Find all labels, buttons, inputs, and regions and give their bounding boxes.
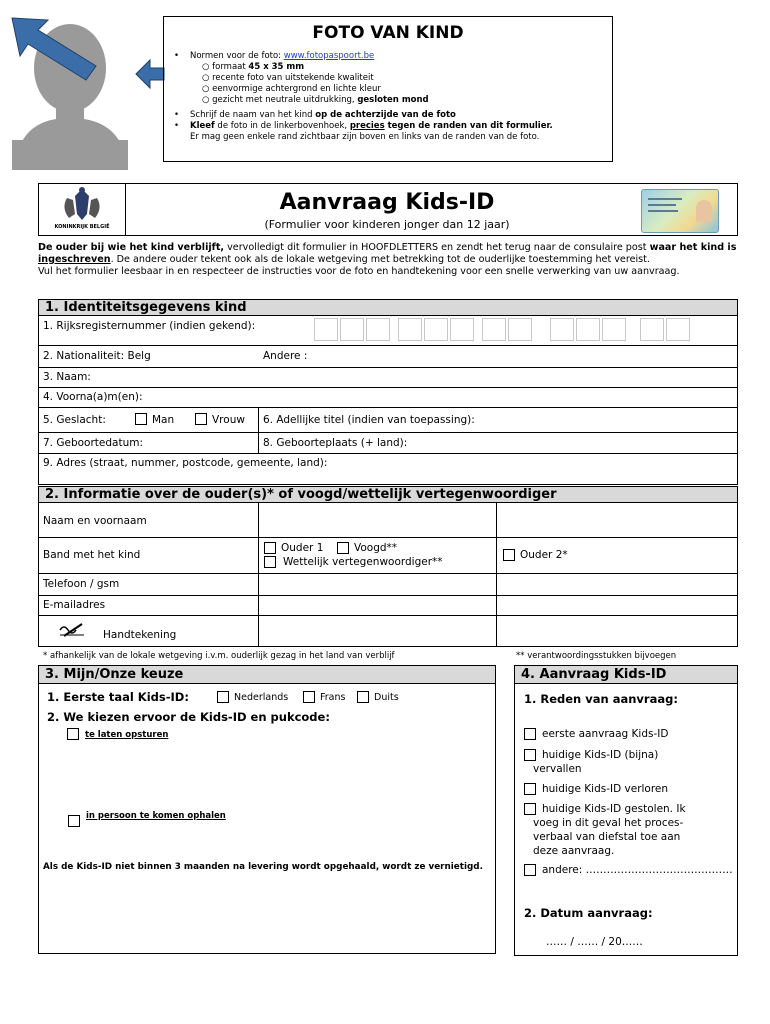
man-checkbox[interactable] xyxy=(135,413,147,425)
photo-box-title: FOTO VAN KIND xyxy=(312,23,464,43)
form-header xyxy=(38,183,738,236)
man-label: Man xyxy=(152,414,175,426)
page-title: Aanvraag Kids-ID xyxy=(279,190,495,215)
page-subtitle: (Formulier voor kinderen jonger dan 12 jaar) xyxy=(264,218,510,231)
reden-vervallen-label: huidige Kids-ID (bijna) xyxy=(542,749,659,761)
email-label: E-mailadres xyxy=(43,599,106,611)
nationaliteit-label: 2. Nationaliteit: Belg xyxy=(43,350,151,362)
duits-checkbox[interactable] xyxy=(357,691,369,703)
wettelijk-checkbox[interactable] xyxy=(264,556,276,568)
vrouw-label: Vrouw xyxy=(212,414,245,426)
arrow-upleft-icon xyxy=(8,14,108,84)
logo-text: KONINKRIJK BELGIË xyxy=(54,224,110,230)
ouder1-label: Ouder 1 xyxy=(281,542,324,554)
duits-label: Duits xyxy=(374,692,399,703)
coat-of-arms-logo xyxy=(39,184,126,235)
reden-verloren-checkbox[interactable] xyxy=(524,783,536,795)
photo-instructions-box: FOTO VAN KIND • Normen voor de foto: www.fotopaspoort.be ○ formaat 45 x 35 mm ○ recente foto van uitstekende kwaliteit ○ eenvormige achtergrond en lichte kleur ○ gezicht met neutrale uitdrukking, gesloten mond • Schrijf de naam van het kind op de achterzijde van de foto • Kleef de foto in de linkerbovenhoek, precies tegen de randen van dit formulier. Er mag geen enkele rand zichtbaar zijn boven en links van de randen van de foto. xyxy=(163,16,613,162)
nederlands-checkbox[interactable] xyxy=(217,691,229,703)
band-label: Band met het kind xyxy=(43,549,141,561)
rijksregister-label: 1. Rijksregisternummer (indien gekend): xyxy=(43,320,256,332)
arrow-left-icon xyxy=(134,58,166,90)
footnote-2: ** verantwoordingsstukken bijvoegen xyxy=(516,651,677,661)
section1-header: 1. Identiteitsgegevens kind xyxy=(38,299,738,316)
section2-header: 2. Informatie over de ouder(s)* of voogd/wettelijk vertegenwoordiger xyxy=(38,486,738,503)
geboortedatum-label: 7. Geboortedatum: xyxy=(43,437,143,449)
naam-label: 3. Naam: xyxy=(43,371,91,383)
wettelijk-label: Wettelijk vertegenwoordiger** xyxy=(283,556,443,568)
adres-label: 9. Adres (straat, nummer, postcode, gemeente, land): xyxy=(43,457,328,469)
footnote-1: * afhankelijk van de lokale wetgeving i.v.m. ouderlijk gezag in het land van verblijf xyxy=(43,651,395,661)
voornamen-label: 4. Voorna(a)m(en): xyxy=(43,391,143,403)
datum-label: 2. Datum aanvraag: xyxy=(524,906,653,920)
ophalen-checkbox[interactable] xyxy=(68,815,80,827)
section4-header: 4. Aanvraag Kids-ID xyxy=(514,665,738,684)
frans-checkbox[interactable] xyxy=(303,691,315,703)
reden-verloren-label: huidige Kids-ID verloren xyxy=(542,783,669,795)
reden-vervallen-checkbox[interactable] xyxy=(524,749,536,761)
section3-header: 3. Mijn/Onze keuze xyxy=(38,665,496,684)
vernietigd-notice: Als de Kids-ID niet binnen 3 maanden na levering wordt opgehaald, wordt ze vernietigd. xyxy=(43,862,483,872)
reden-eerste-checkbox[interactable] xyxy=(524,728,536,740)
belgium-coat-of-arms-icon xyxy=(39,184,125,224)
rijksregister-input[interactable] xyxy=(314,318,692,344)
frans-label: Frans xyxy=(320,692,346,703)
intro-text: De ouder bij wie het kind verblijft, vervolledigt dit formulier in HOOFDLETTERS en zendt het terug naar de consulaire post waar het kind is ingeschreven. De andere ouder tekent ook als de lokale wetgeving met betrekking tot de ouderlijke toestemming het vereist. Vul het formulier leesbaar in en respecteer de instructies voor de foto en handtekening voor een snelle verwerking van uw aanvraag. xyxy=(38,242,737,277)
telefoon-label: Telefoon / gsm xyxy=(43,578,120,590)
nederlands-label: Nederlands xyxy=(234,692,289,703)
ouder-naam-label: Naam en voornaam xyxy=(43,515,147,527)
reden-gestolen-label: huidige Kids-ID gestolen. Ik xyxy=(542,803,686,815)
datum-field[interactable]: …… / …… / 20…… xyxy=(546,936,643,948)
ophalen-label: in persoon te komen ophalen xyxy=(86,811,226,821)
voogd-label: Voogd** xyxy=(354,542,398,554)
ouder2-checkbox[interactable] xyxy=(503,549,515,561)
vrouw-checkbox[interactable] xyxy=(195,413,207,425)
andere-nationaliteit-label: Andere : xyxy=(263,350,308,362)
opsturen-label: te laten opsturen xyxy=(85,730,169,740)
eerste-taal-label: 1. Eerste taal Kids-ID: xyxy=(47,690,189,704)
handtekening-label: Handtekening xyxy=(103,629,177,641)
adellijke-titel-label: 6. Adellijke titel (indien van toepassing): xyxy=(263,414,475,426)
opsturen-checkbox[interactable] xyxy=(67,728,79,740)
fotopaspoort-link[interactable]: www.fotopaspoort.be xyxy=(283,51,375,61)
reden-gestolen-checkbox[interactable] xyxy=(524,803,536,815)
voogd-checkbox[interactable] xyxy=(337,542,349,554)
reden-label: 1. Reden van aanvraag: xyxy=(524,692,678,706)
pukcode-label: 2. We kiezen ervoor de Kids-ID en pukcode: xyxy=(47,710,330,724)
geboorteplaats-label: 8. Geboorteplaats (+ land): xyxy=(263,437,408,449)
ouder1-checkbox[interactable] xyxy=(264,542,276,554)
ouder2-label: Ouder 2* xyxy=(520,549,568,561)
reden-andere-checkbox[interactable] xyxy=(524,864,536,876)
reden-eerste-label: eerste aanvraag Kids-ID xyxy=(542,728,669,740)
geslacht-label: 5. Geslacht: xyxy=(43,414,106,426)
kids-id-card-image xyxy=(641,189,719,233)
reden-andere-field[interactable]: andere: …………………………………… xyxy=(542,864,733,876)
signature-pen-icon xyxy=(58,622,86,638)
